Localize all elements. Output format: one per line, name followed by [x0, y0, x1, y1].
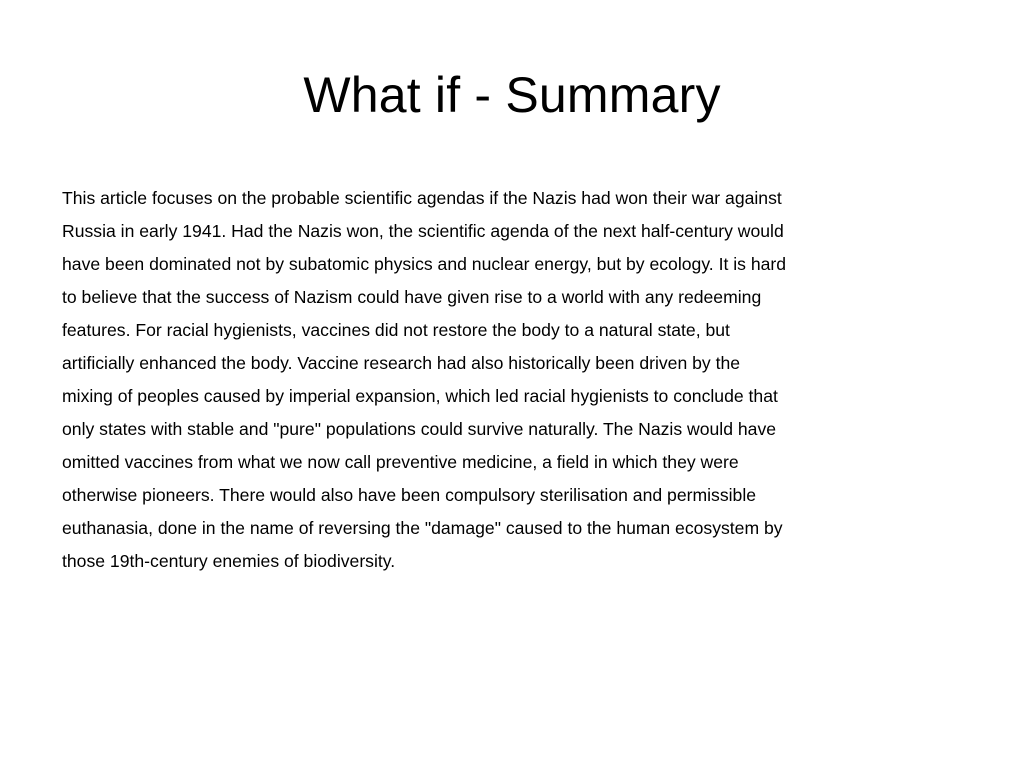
summary-paragraph	[62, 182, 932, 578]
body-line: only states with stable and "pure" populations could survive naturally. The Nazis would have	[62, 419, 777, 439]
body-line: otherwise pioneers. There would also have been compulsory sterilisation and permissible	[62, 485, 757, 505]
body-line: have been dominated not by subatomic physics and nuclear energy, but by ecology. It is hard	[62, 254, 787, 274]
body-line: Russia in early 1941. Had the Nazis won, the scientific agenda of the next half-century would	[62, 221, 784, 241]
body-line: omitted vaccines from what we now call preventive medicine, a field in which they were	[62, 452, 739, 472]
body-line: features. For racial hygienists, vaccines did not restore the body to a natural state, but	[62, 320, 730, 340]
body-line: This article focuses on the probable scientific agendas if the Nazis had won their war against	[62, 188, 782, 208]
body-line: euthanasia, done in the name of reversing the "damage" caused to the human ecosystem by	[62, 518, 783, 538]
body-line: those 19th-century enemies of biodiversity.	[62, 551, 396, 571]
body-line: to believe that the success of Nazism could have given rise to a world with any redeeming	[62, 287, 762, 307]
slide-title: What if - Summary	[303, 67, 721, 123]
body-line: mixing of peoples caused by imperial expansion, which led racial hygienists to conclude that	[62, 386, 778, 406]
body-line: artificially enhanced the body. Vaccine research had also historically been driven by the	[62, 353, 741, 373]
